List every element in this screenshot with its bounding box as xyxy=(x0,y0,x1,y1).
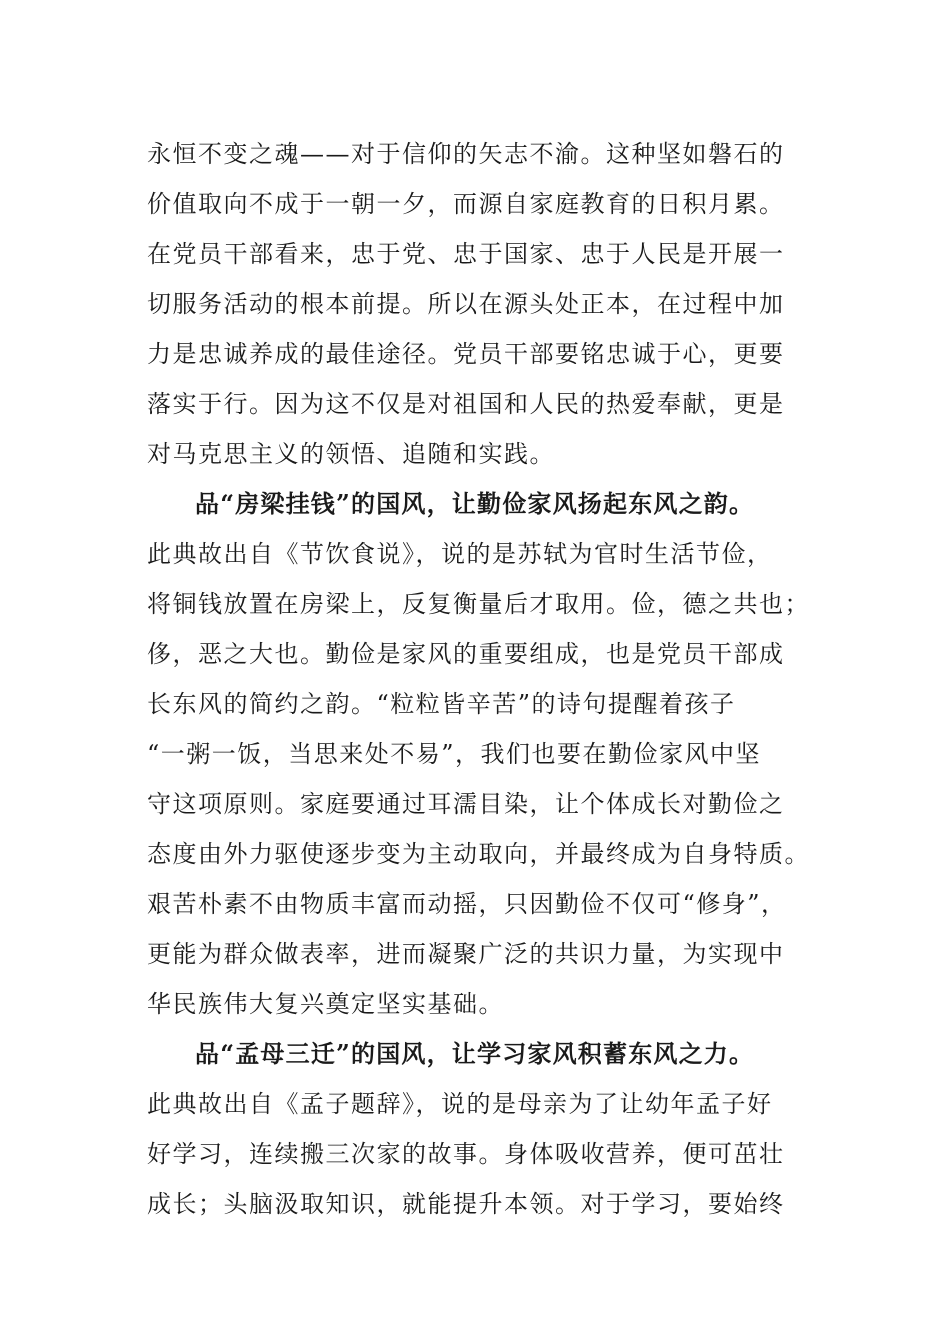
body-text-line: 在党员干部看来，忠于党、忠于国家、忠于人民是开展一 xyxy=(147,240,785,268)
body-text-line: 此典故出自《孟子题辞》，说的是母亲为了让幼年孟子好 xyxy=(147,1090,773,1118)
body-text-line: 长东风的简约之韵。“粒粒皆辛苦”的诗句提醒着孩子 xyxy=(147,690,736,718)
body-text-line: 价值取向不成于一朝一夕，而源自家庭教育的日积月累。 xyxy=(147,190,785,218)
body-text-line: 华民族伟大复兴奠定坚实基础。 xyxy=(147,990,504,1018)
body-text-line: 成长；头脑汲取知识，就能提升本领。对于学习，要始终 xyxy=(147,1190,785,1218)
body-text-line: “一粥一饭，当思来处不易”，我们也要在勤俭家风中坚 xyxy=(147,740,762,768)
document-body xyxy=(147,129,810,1229)
body-text-line: 此典故出自《节饮食说》，说的是苏轼为官时生活节俭， xyxy=(147,540,773,568)
body-text-line: 落实于行。因为这不仅是对祖国和人民的热爱奉献，更是 xyxy=(147,390,785,418)
body-text-line: 永恒不变之魂——对于信仰的矢志不渝。这种坚如磐石的 xyxy=(147,140,785,168)
section-heading-line: 品“孟母三迁”的国风，让学习家风积蓄东风之力。 xyxy=(195,1039,755,1068)
body-text-line: 对马克思主义的领悟、追随和实践。 xyxy=(147,440,555,468)
section-heading-line: 品“房梁挂钱”的国风，让勤俭家风扬起东风之韵。 xyxy=(195,489,755,518)
body-text-line: 好学习，连续搬三次家的故事。身体吸收营养，便可茁壮 xyxy=(147,1140,785,1168)
body-text-line: 侈，恶之大也。勤俭是家风的重要组成，也是党员干部成 xyxy=(147,640,785,668)
body-text-line: 更能为群众做表率，进而凝聚广泛的共识力量，为实现中 xyxy=(147,940,785,968)
body-text-line: 将铜钱放置在房梁上，反复衡量后才取用。俭，德之共也； xyxy=(147,590,810,618)
body-text-line: 艰苦朴素不由物质丰富而动摇，只因勤俭不仅可“修身”， xyxy=(147,890,787,918)
body-text-line: 守这项原则。家庭要通过耳濡目染，让个体成长对勤俭之 xyxy=(147,790,785,818)
body-text-line: 切服务活动的根本前提。所以在源头处正本，在过程中加 xyxy=(147,290,785,318)
body-text-line: 力是忠诚养成的最佳途径。党员干部要铭忠诚于心，更要 xyxy=(147,340,785,368)
body-text-line: 态度由外力驱使逐步变为主动取向，并最终成为自身特质。 xyxy=(147,840,810,868)
